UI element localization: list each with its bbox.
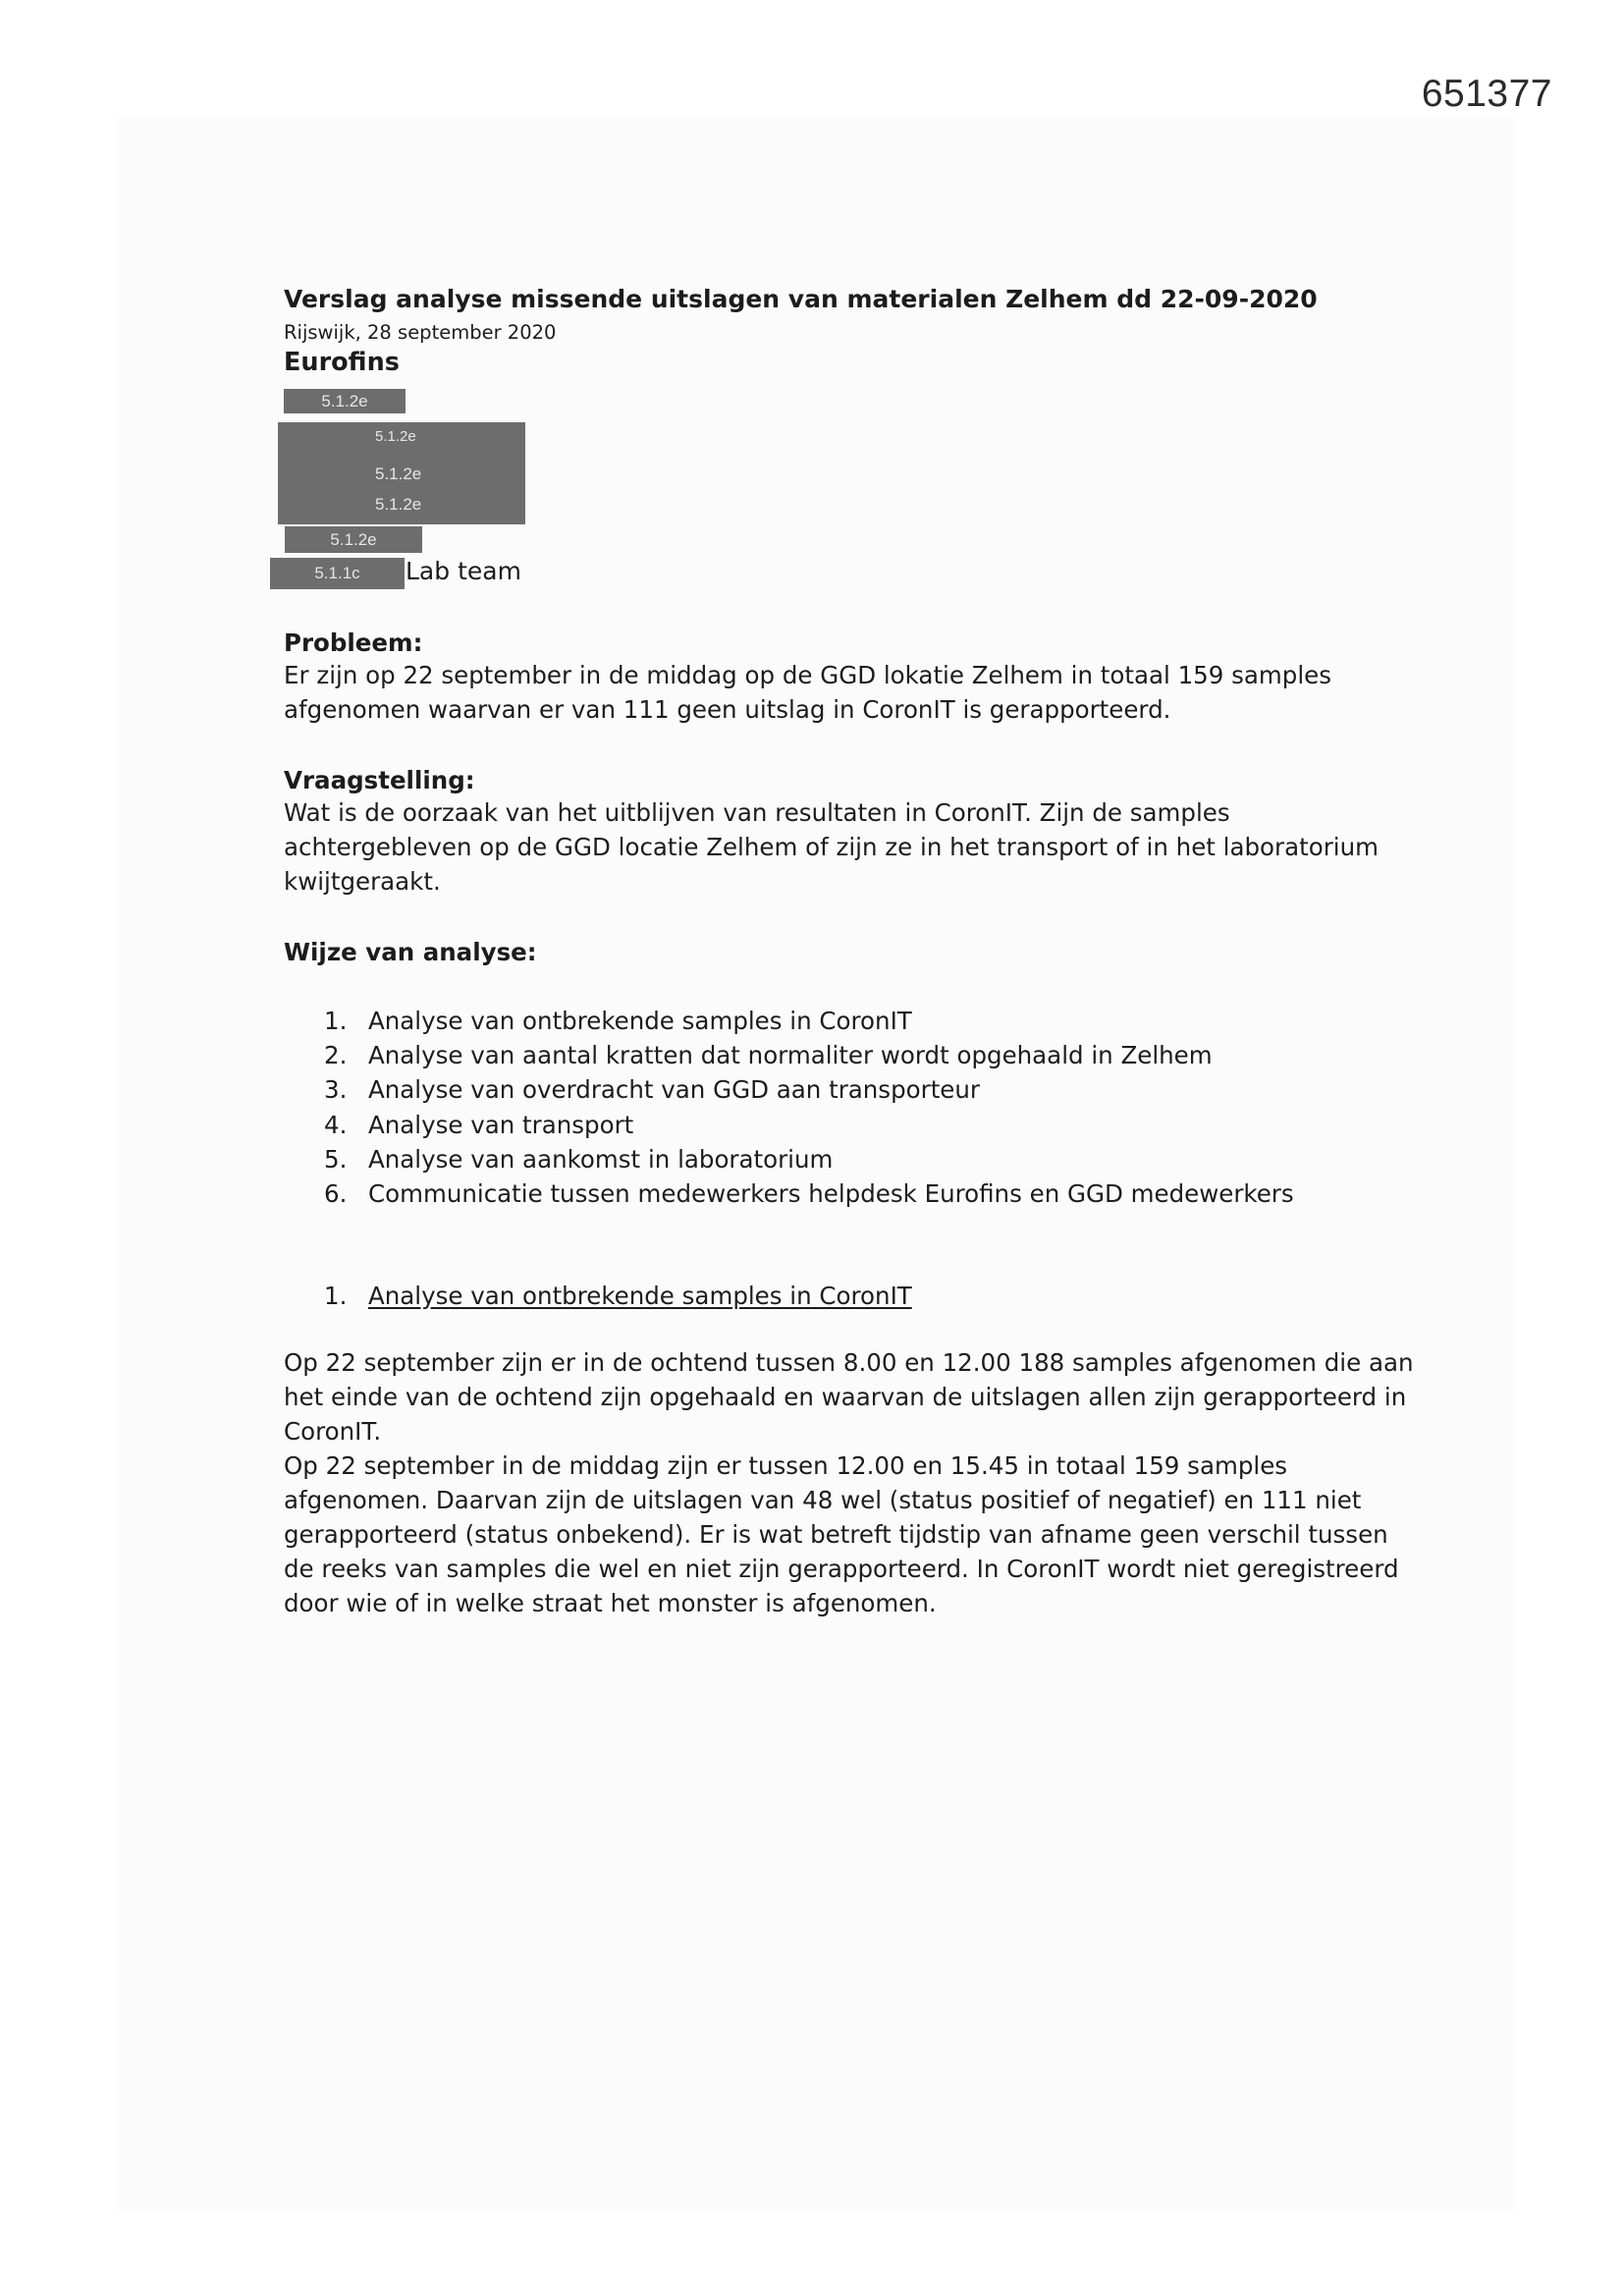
text-line: Er zijn op 22 september in de middag op de GGD lokatie Zelhem in totaal 159 samples [284, 661, 1331, 689]
list-text: Analyse van aantal kratten dat normaliter wordt opgehaald in Zelhem [368, 1041, 1213, 1070]
place-date: Rijswijk, 28 september 2020 [284, 321, 557, 344]
probleem-text [284, 658, 1331, 727]
lab-team-label: Lab team [406, 557, 521, 585]
text-line: door wie of in welke straat het monster is afgenomen. [284, 1589, 937, 1617]
text-line: gerapporteerd (status onbekend). Er is wat betreft tijdstip van afname geen verschil tussen [284, 1520, 1388, 1549]
redaction-code: 5.1.2e [375, 495, 422, 514]
text-line: de reeks van samples die wel en niet zijn gerapporteerd. In CoronIT wordt niet geregistreerd [284, 1555, 1399, 1583]
document-title: Verslag analyse missende uitslagen van materialen Zelhem dd 22-09-2020 [284, 285, 1318, 313]
list-text: Analyse van ontbrekende samples in CoronIT [368, 1007, 912, 1035]
section-1-text [284, 1345, 1414, 1620]
list-text: Analyse van transport [368, 1110, 634, 1139]
list-number: 3. [324, 1075, 348, 1105]
redaction-block-3 [285, 526, 422, 553]
list-text: Communicatie tussen medewerkers helpdesk Eurofins en GGD medewerkers [368, 1179, 1294, 1209]
section-title: Analyse van ontbrekende samples in CoronIT [368, 1282, 912, 1310]
redaction-block-1 [284, 389, 406, 413]
list-text: Analyse van overdracht van GGD aan transporteur [368, 1075, 980, 1105]
text-line: het einde van de ochtend zijn opgehaald en waarvan de uitslagen allen zijn gerapporteerd in [284, 1383, 1407, 1411]
analysis-steps-list [324, 1004, 1294, 1211]
list-number: 4. [324, 1110, 348, 1139]
text-line: kwijtgeraakt. [284, 867, 441, 896]
text-line: achtergebleven op de GGD locatie Zelhem of zijn ze in het transport of in het laboratorium [284, 833, 1379, 861]
text-line: afgenomen. Daarvan zijn de uitslagen van 48 wel (status positief of negatief) en 111 niet [284, 1486, 1362, 1514]
document-number: 651377 [1421, 73, 1552, 115]
probleem-heading: Probleem: [284, 629, 423, 657]
list-item [324, 1142, 1294, 1176]
vraagstelling-text [284, 795, 1379, 899]
redaction-code: 5.1.2e [375, 465, 422, 483]
redaction-code: 5.1.2e [330, 530, 377, 549]
list-item [324, 1176, 1294, 1211]
wijze-heading: Wijze van analyse: [284, 938, 537, 966]
list-number: 5. [324, 1144, 348, 1174]
list-number: 2. [324, 1041, 348, 1070]
company-name: Eurofins [284, 348, 400, 377]
vraagstelling-heading: Vraagstelling: [284, 766, 475, 794]
list-item [324, 1038, 1294, 1072]
redaction-code: 5.1.1c [314, 564, 360, 582]
redaction-code: 5.1.2e [375, 428, 416, 445]
section-number: 1. [324, 1282, 348, 1310]
text-line: CoronIT. [284, 1417, 382, 1446]
text-line: afgenomen waarvan er van 111 geen uitslag in CoronIT is gerapporteerd. [284, 695, 1171, 724]
list-text: Analyse van aankomst in laboratorium [368, 1144, 834, 1174]
redaction-code: 5.1.2e [321, 392, 368, 410]
text-line: Op 22 september in de middag zijn er tussen 12.00 en 15.45 in totaal 159 samples [284, 1451, 1288, 1480]
list-number: 1. [324, 1007, 348, 1035]
list-item [324, 1108, 1294, 1142]
list-number: 6. [324, 1179, 348, 1209]
list-item [324, 1072, 1294, 1107]
list-item [324, 1004, 1294, 1038]
text-line: Wat is de oorzaak van het uitblijven van resultaten in CoronIT. Zijn de samples [284, 798, 1230, 827]
redaction-block-4 [270, 558, 405, 589]
text-line: Op 22 september zijn er in de ochtend tussen 8.00 en 12.00 188 samples afgenomen die aan [284, 1348, 1414, 1377]
section-1-heading [324, 1282, 912, 1310]
